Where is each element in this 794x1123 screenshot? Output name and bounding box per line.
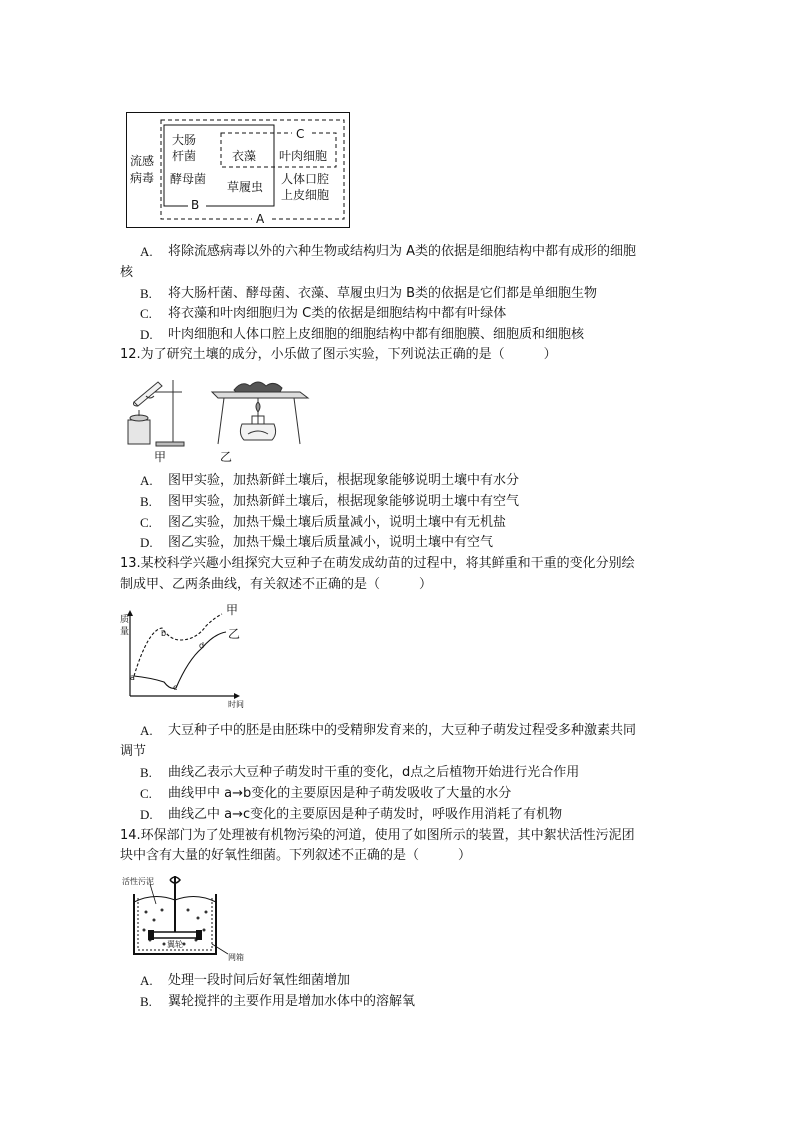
figure-label-mesh: 网箱 — [228, 953, 244, 962]
diagram-label-a: A — [256, 212, 265, 226]
classification-diagram — [126, 112, 351, 230]
graph-curve-label-jia: 甲 — [226, 603, 239, 617]
graph-ylabel-1: 质 — [120, 615, 130, 625]
q13-stem-line-2: 制成甲、乙两条曲线，有关叙述不正确的是（ ） — [120, 577, 433, 592]
q11-option-a-cont: 核 — [120, 265, 134, 280]
q13-stem-line-1: 13.某校科学兴趣小组探究大豆种子在萌发成幼苗的过程中，将其鲜重和干重的变化分别绘 — [120, 556, 635, 571]
diagram-label-b: B — [191, 198, 200, 212]
graph-ylabel-2: 量 — [120, 627, 130, 637]
diagram-ecoli-1: 大肠 — [172, 133, 197, 147]
diagram-paramecium: 草履虫 — [227, 180, 264, 194]
sewage-treatment-figure — [120, 872, 270, 964]
figure-label-jia: 甲 — [154, 450, 167, 464]
figure-label-sludge: 活性污泥 — [122, 877, 154, 886]
curve-yi — [134, 632, 226, 688]
q13-option-a-cont: 调节 — [120, 744, 147, 759]
graph-point-a: a — [130, 673, 135, 682]
soil-experiment-figure — [124, 372, 314, 464]
diagram-leaf-cell: 叶肉细胞 — [279, 149, 328, 163]
diagram-flu-1: 流感 — [130, 154, 155, 168]
q12-stem: 12.为了研究土壤的成分，小乐做了图示实验，下列说法正确的是（ ） — [120, 347, 557, 362]
experiment-yi-apparatus — [212, 382, 308, 444]
figure-label-impeller: 翼轮 — [167, 940, 183, 949]
figure-label-yi: 乙 — [220, 450, 233, 464]
diagram-oral-cell-2: 上皮细胞 — [281, 188, 330, 202]
diagram-label-c: C — [296, 127, 305, 141]
graph-point-b: b — [161, 629, 167, 638]
diagram-yeast: 酵母菌 — [170, 172, 207, 186]
diagram-algae: 衣藻 — [232, 149, 257, 163]
experiment-jia-apparatus — [128, 380, 184, 446]
diagram-ecoli-2: 杆菌 — [172, 149, 197, 163]
graph-curve-label-yi: 乙 — [228, 627, 241, 641]
q14-stem-line-1: 14.环保部门为了处理被有机物污染的河道，使用了如图所示的装置，其中絮状活性污泥团 — [120, 828, 635, 843]
q14-stem-line-2: 块中含有大量的好氧性细菌。下列叙述不正确的是（ ） — [120, 848, 472, 863]
graph-xlabel: 时间 — [228, 700, 244, 709]
curve-jia — [134, 614, 222, 676]
seed-mass-graph — [118, 602, 248, 710]
graph-point-d: d — [199, 641, 205, 650]
graph-point-c: c — [173, 683, 178, 692]
diagram-flu-2: 病毒 — [130, 171, 155, 185]
diagram-oral-cell-1: 人体口腔 — [281, 172, 330, 186]
